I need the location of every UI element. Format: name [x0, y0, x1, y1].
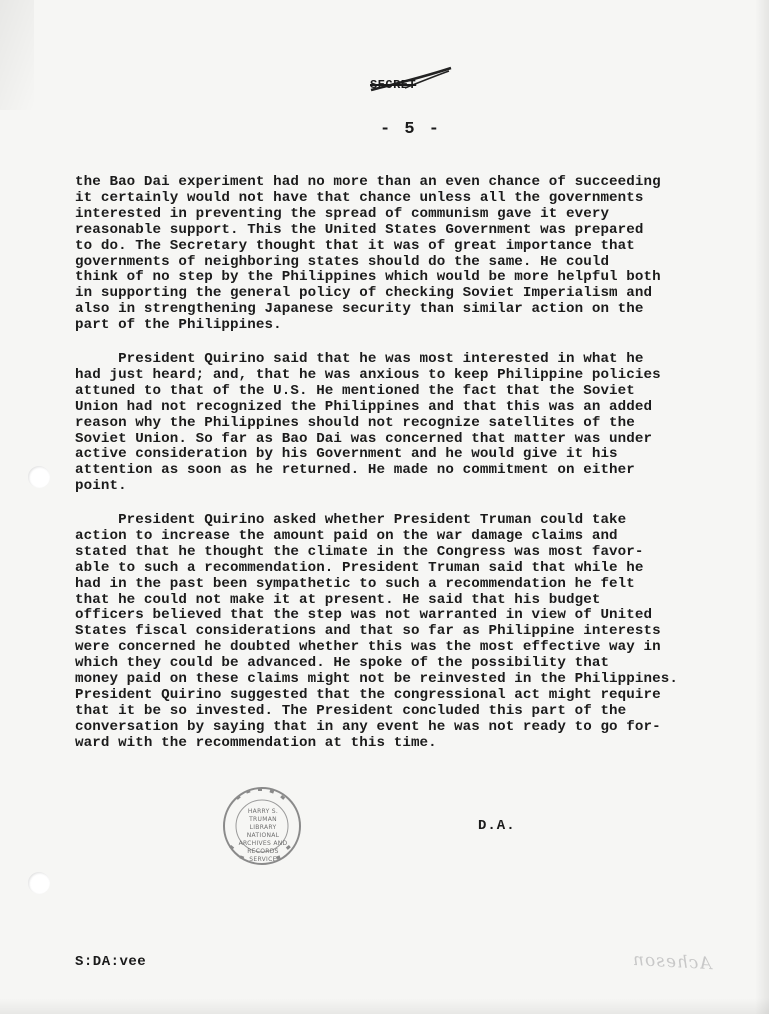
- archive-stamp-text: HARRY S. TRUMAN LIBRARY NATIONAL ARCHIVES AND RECORDS SERVICE: [238, 808, 288, 863]
- signature-initials: D.A.: [478, 818, 516, 834]
- text-line: States fiscal considerations and that so far as Philippine interests: [75, 623, 661, 640]
- text-line: had just heard; and, that he was anxious to keep Philippine policies: [75, 366, 661, 383]
- text-line: that it be so invested. The President concluded this part of the: [75, 702, 627, 719]
- text-line: action to increase the amount paid on the war damage claims and: [75, 527, 618, 544]
- text-line: able to such a recommendation. President Truman said that while he: [75, 559, 644, 576]
- text-line: active consideration by his Government and he would give it his: [75, 446, 618, 463]
- page-edge-shadow: [755, 0, 769, 1014]
- handwritten-note: Acheson: [631, 949, 713, 975]
- text-line: President Quirino said that he was most interested in what he: [75, 351, 644, 367]
- text-line: Soviet Union. So far as Bao Dai was concerned that matter was under: [75, 430, 653, 447]
- text-line: attuned to that of the U.S. He mentioned the fact that the Soviet: [75, 382, 635, 399]
- text-line: were concerned he doubted whether this was the most effective way in: [75, 639, 661, 656]
- punch-hole: [28, 466, 50, 488]
- text-line: conversation by saying that in any event he was not ready to go for-: [75, 718, 661, 735]
- text-line: governments of neighboring states should do the same. He could: [75, 253, 610, 270]
- text-line: also in strengthening Japanese security than similar action on the: [75, 301, 644, 318]
- text-line: it certainly would not have that chance unless all the governments: [75, 189, 644, 206]
- text-line: think of no step by the Philippines which would be more helpful both: [75, 269, 661, 286]
- text-line: point.: [75, 478, 127, 495]
- text-line: attention as soon as he returned. He made no commitment on either: [75, 462, 635, 479]
- text-line: President Quirino suggested that the congressional act might require: [75, 686, 661, 703]
- text-line: officers believed that the step was not warranted in view of United: [75, 607, 653, 624]
- text-line: to do. The Secretary thought that it was of great importance that: [75, 237, 635, 254]
- text-line: part of the Philippines.: [75, 317, 282, 334]
- paragraph: [75, 175, 735, 334]
- page-bottom-shadow: [0, 998, 769, 1014]
- text-line: the Bao Dai experiment had no more than an even chance of succeeding: [75, 174, 661, 190]
- reference-initials: S:DA:vee: [75, 954, 147, 970]
- text-line: interested in preventing the spread of communism gave it every: [75, 205, 610, 222]
- text-line: in supporting the general policy of checking Soviet Imperialism and: [75, 285, 653, 302]
- text-line: ward with the recommendation at this time.: [75, 734, 437, 751]
- punch-hole: [28, 872, 50, 894]
- text-line: President Quirino asked whether President Truman could take: [75, 512, 627, 528]
- paragraph: [75, 513, 735, 752]
- text-line: reason why the Philippines should not recognize satellites of the: [75, 414, 635, 431]
- text-line: that he could not make it at present. He said that his budget: [75, 591, 601, 608]
- page-number: - 5 -: [380, 120, 442, 139]
- text-line: which they could be advanced. He spoke of the possibility that: [75, 655, 610, 672]
- text-line: had in the past been sympathetic to such a recommendation he felt: [75, 575, 635, 592]
- text-line: Union had not recognized the Philippines and that this was an added: [75, 398, 653, 415]
- text-line: stated that he thought the climate in the Congress was most favor-: [75, 543, 644, 560]
- text-line: money paid on these claims might not be reinvested in the Philippines.: [75, 671, 678, 688]
- paragraph: [75, 352, 735, 495]
- text-line: reasonable support. This the United States Government was prepared: [75, 221, 644, 238]
- classification-marking: SECRET: [370, 78, 417, 92]
- page-corner-shadow: [0, 0, 34, 110]
